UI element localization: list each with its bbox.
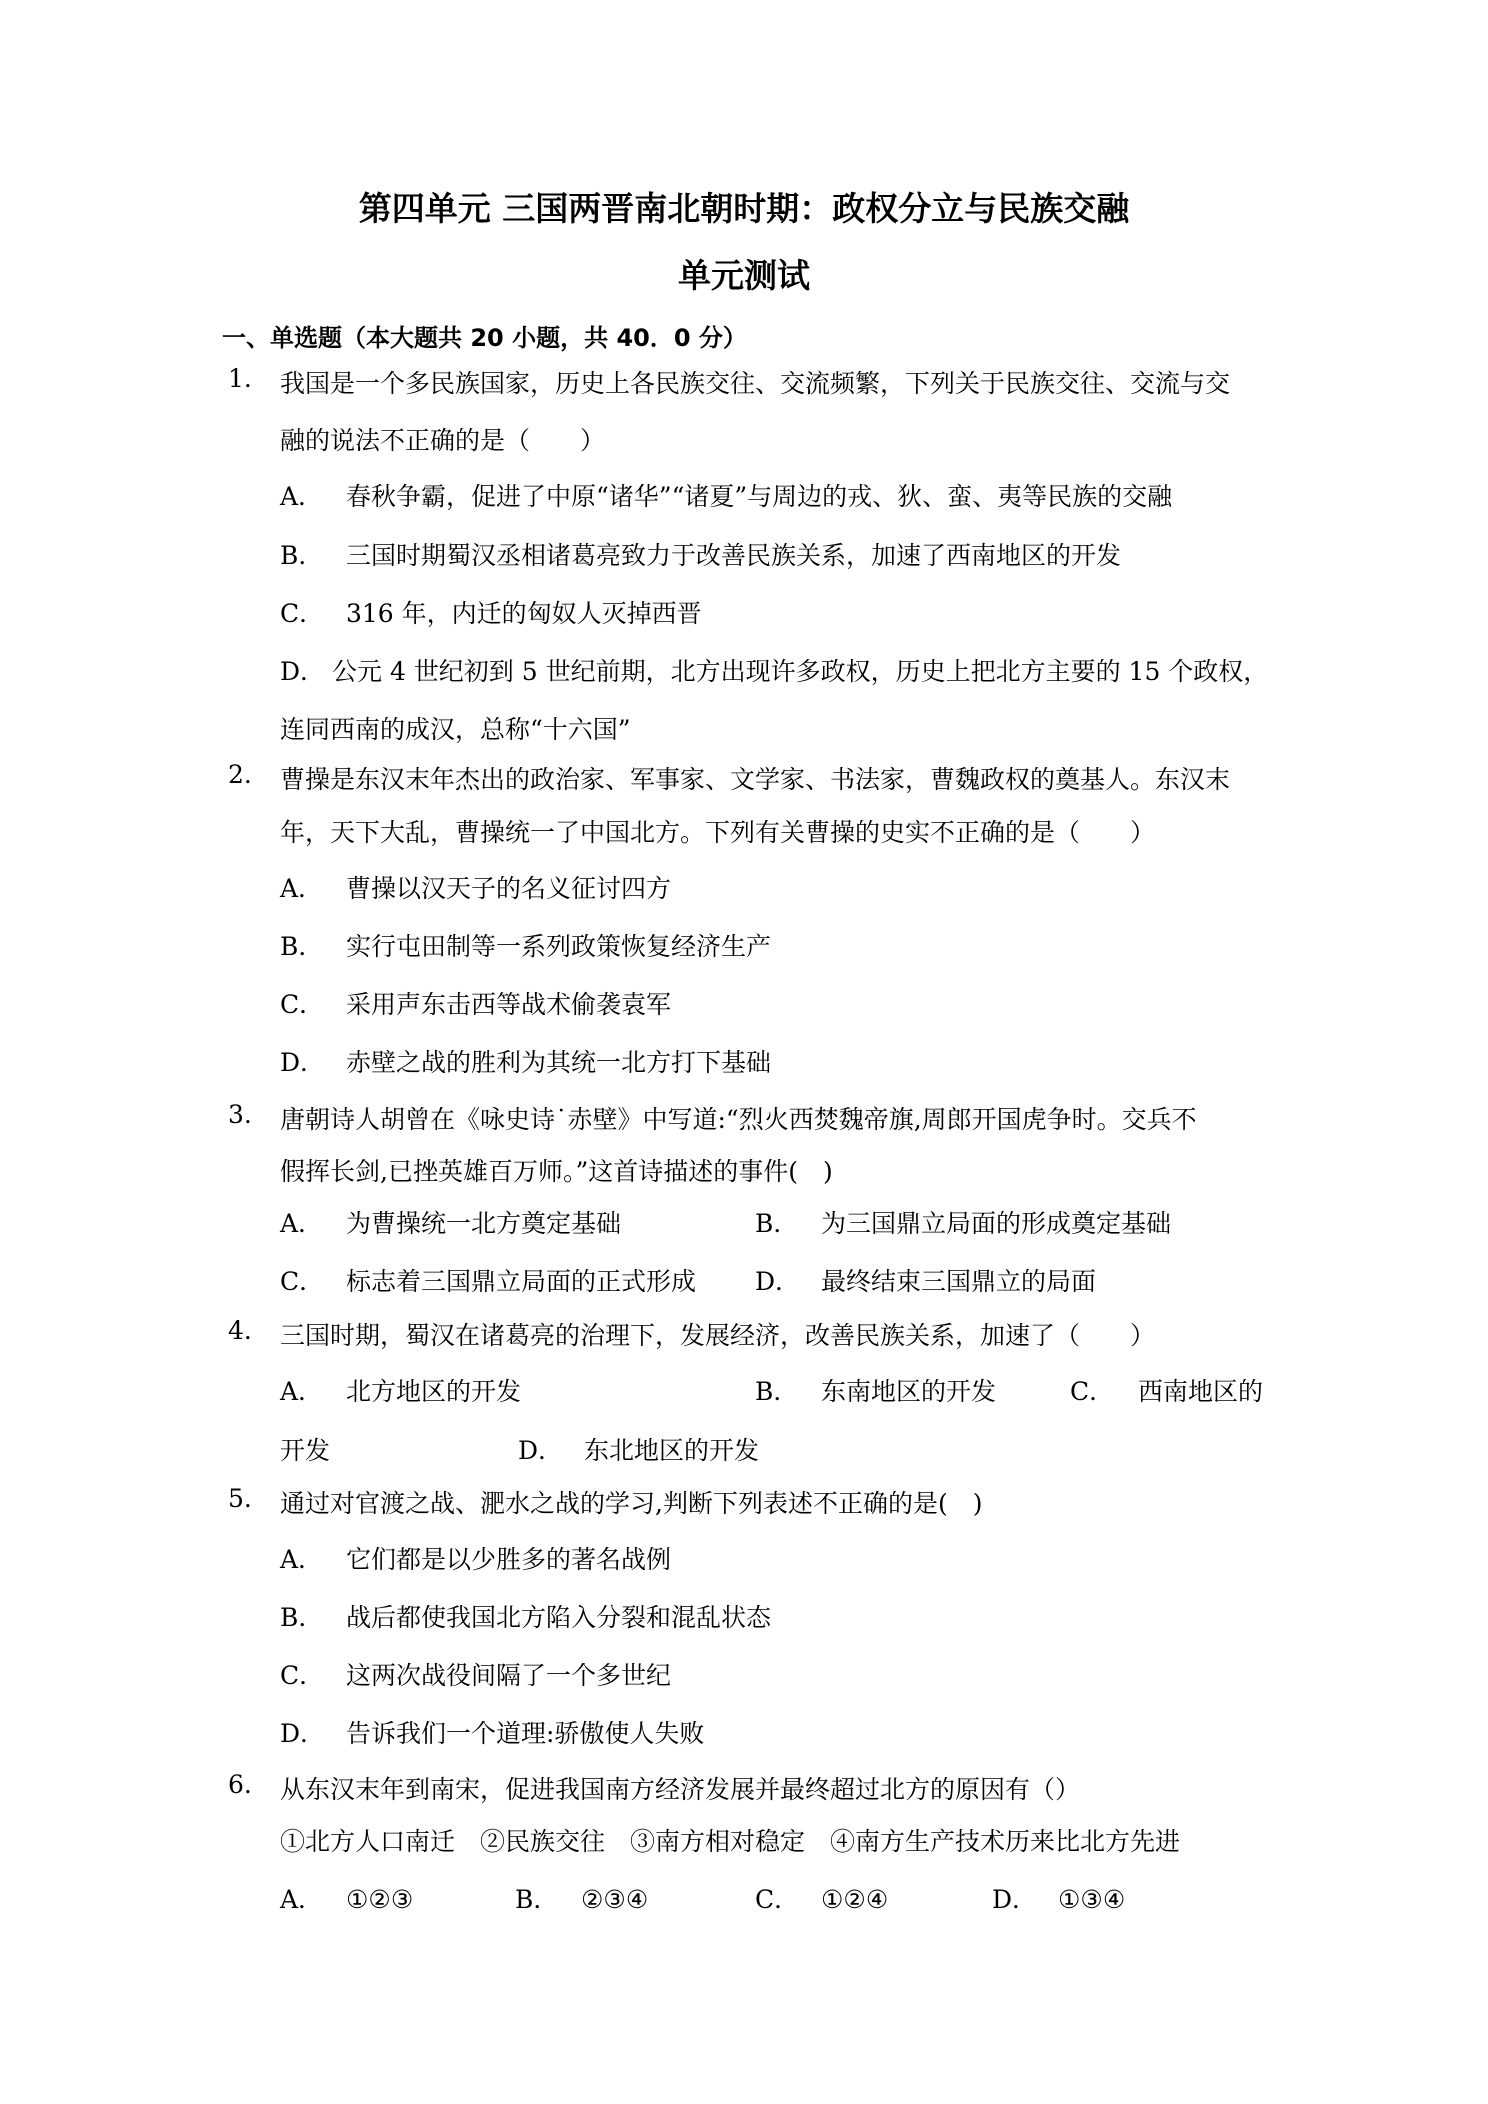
question-number: 6. [228, 1770, 252, 1799]
question-text: 唐朝诗人胡曾在《咏史诗˙赤壁》中写道:“烈火西焚魏帝旗,周郎开国虎争时。交兵不 [280, 1105, 1197, 1134]
option-d: D． ①③④ [992, 1885, 1126, 1914]
option-a: A． ①②③ [280, 1885, 414, 1914]
question-choices: ①北方人口南迁 ②民族交往 ③南方相对稳定 ④南方生产技术历来比北方先进 [280, 1827, 1181, 1856]
question-text: 我国是一个多民族国家，历史上各民族交往、交流频繁，下列关于民族交往、交流与交 [280, 369, 1231, 398]
option-b: B． 实行屯田制等一系列政策恢复经济生产 [280, 932, 772, 961]
option-d: D． 赤壁之战的胜利为其统一北方打下基础 [280, 1048, 772, 1077]
question-text: 曹操是东汉末年杰出的政治家、军事家、文学家、书法家，曹魏政权的奠基人。东汉末 [280, 765, 1231, 794]
option-d: D． 最终结束三国鼎立的局面 [755, 1267, 1097, 1296]
option-c: C． 采用声东击西等战术偷袭袁军 [280, 990, 672, 1019]
option-b: B． 为三国鼎立局面的形成奠定基础 [755, 1209, 1172, 1238]
option-b: B． 三国时期蜀汉丞相诸葛亮致力于改善民族关系，加速了西南地区的开发 [280, 541, 1122, 570]
option-d: D． 告诉我们一个道理:骄傲使人失败 [280, 1719, 705, 1748]
option-b: B． 战后都使我国北方陷入分裂和混乱状态 [280, 1603, 772, 1632]
question-number: 5. [228, 1484, 252, 1513]
question-number: 2. [228, 760, 252, 789]
question-number: 4. [228, 1316, 252, 1345]
option-c: C． ①②④ [755, 1885, 889, 1914]
page-subtitle: 单元测试 [678, 256, 810, 295]
option-d: D． 东北地区的开发 [518, 1436, 760, 1465]
question-text: 假挥长剑,已挫英雄百万师。”这首诗描述的事件( ) [280, 1157, 833, 1186]
option-c: C． 316 年，内迁的匈奴人灭掉西晋 [280, 599, 702, 628]
question-text: 从东汉末年到南宋，促进我国南方经济发展并最终超过北方的原因有（） [280, 1775, 1081, 1804]
question-number: 3. [228, 1100, 252, 1129]
option-a: A． 它们都是以少胜多的著名战例 [280, 1545, 672, 1574]
option-d-continued: 连同西南的成汉，总称“十六国” [280, 715, 631, 744]
option-b: B． 东南地区的开发 [755, 1377, 997, 1406]
page-title: 第四单元 三国两晋南北朝时期：政权分立与民族交融 [358, 189, 1130, 228]
question-text: 通过对官渡之战、淝水之战的学习,判断下列表述不正确的是( ) [280, 1489, 983, 1518]
question-number: 1. [228, 364, 252, 393]
option-d: D． 公元 4 世纪初到 5 世纪前期，北方出现许多政权，历史上把北方主要的 15 个政权， [280, 657, 1269, 686]
option-c: C． 这两次战役间隔了一个多世纪 [280, 1661, 672, 1690]
option-a: A． 春秋争霸，促进了中原“诸华”“诸夏”与周边的戎、狄、蛮、夷等民族的交融 [280, 482, 1173, 511]
option-a: A． 为曹操统一北方奠定基础 [280, 1209, 622, 1238]
question-text: 融的说法不正确的是（ ） [280, 426, 606, 455]
option-c: C． 标志着三国鼎立局面的正式形成 [280, 1267, 697, 1296]
option-a: A． 曹操以汉天子的名义征讨四方 [280, 874, 672, 903]
option-c: C． 西南地区的 [1070, 1377, 1264, 1406]
question-text: 年，天下大乱，曹操统一了中国北方。下列有关曹操的史实不正确的是（ ） [280, 818, 1156, 847]
question-text: 三国时期，蜀汉在诸葛亮的治理下，发展经济，改善民族关系，加速了（ ） [280, 1321, 1156, 1350]
section-heading: 一、单选题（本大题共 20 小题，共 40．0 分） [222, 324, 747, 352]
option-b: B． ②③④ [515, 1885, 649, 1914]
option-a: A． 北方地区的开发 [280, 1377, 522, 1406]
option-c-continued: 开发 [280, 1436, 331, 1465]
